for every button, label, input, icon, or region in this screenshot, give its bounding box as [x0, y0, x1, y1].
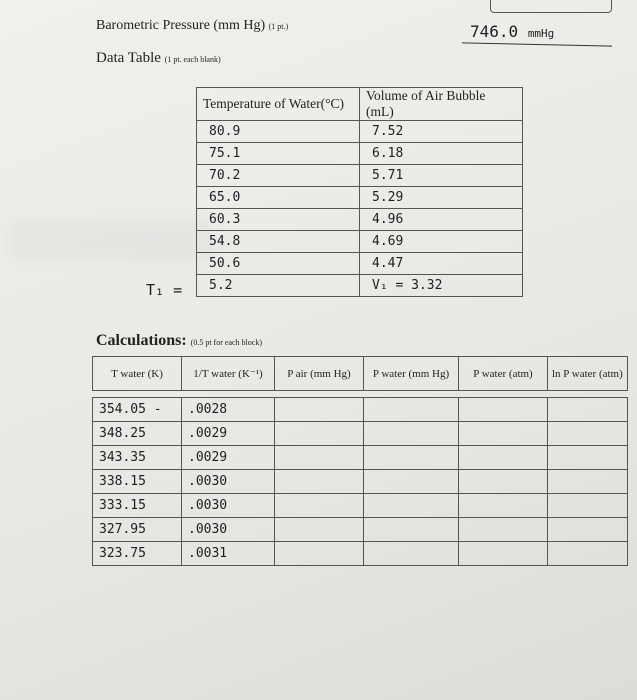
p-water-atm-cell: [459, 470, 548, 494]
pressure-points-note: (1 pt.): [268, 22, 289, 31]
pressure-value-number: 746.0: [470, 22, 519, 41]
t-water-cell: 348.25: [93, 422, 182, 446]
p-water-mmhg-cell: [364, 446, 459, 470]
calc-table-row: [93, 542, 628, 566]
p-water-atm-cell: [459, 422, 548, 446]
p-water-atm-cell: [459, 446, 548, 470]
ln-p-water-cell: [548, 446, 628, 470]
data-table-header-row: [197, 88, 523, 121]
t-water-cell: 327.95: [93, 518, 182, 542]
pressure-underline: [462, 42, 612, 46]
inverse-t-cell: .0030: [182, 470, 275, 494]
calc-table-row: [93, 518, 628, 542]
volume-header: Volume of Air Bubble (mL): [360, 88, 523, 121]
temperature-cell: 54.8: [197, 231, 360, 253]
t-water-cell: 343.35: [93, 446, 182, 470]
temperature-cell: 75.1: [197, 143, 360, 165]
calc-table-row: [93, 398, 628, 422]
data-table-row: [197, 165, 523, 187]
p-air-cell: [275, 398, 364, 422]
temperature-cell: 60.3: [197, 209, 360, 231]
calc-table-row: [93, 422, 628, 446]
calculations-heading: [96, 332, 262, 350]
temperature-cell: 70.2: [197, 165, 360, 187]
p-water-atm-cell: [459, 518, 548, 542]
calc-table-row: [93, 446, 628, 470]
ln-p-water-cell: [548, 494, 628, 518]
calculations-table: [92, 356, 628, 566]
inverse-t-cell: .0030: [182, 518, 275, 542]
p-air-cell: [275, 494, 364, 518]
p-water-atm-cell: [459, 494, 548, 518]
volume-cell: 5.29: [360, 187, 523, 209]
data-table-row: [197, 253, 523, 275]
volume-cell: 7.52: [360, 121, 523, 143]
data-table-label-text: Data Table: [96, 50, 161, 66]
temperature-cell: 5.2: [197, 275, 360, 297]
calc-header-row: [93, 357, 628, 391]
t-water-cell: 338.15: [93, 470, 182, 494]
data-table-row: [197, 187, 523, 209]
p-water-atm-header: P water (atm): [459, 357, 548, 391]
p-air-header: P air (mm Hg): [275, 357, 364, 391]
p-water-mmhg-cell: [364, 422, 459, 446]
temperature-header: Temperature of Water(°C): [197, 88, 360, 121]
ln-p-water-cell: [548, 470, 628, 494]
data-table-row: [197, 231, 523, 253]
inverse-t-cell: .0031: [182, 542, 275, 566]
temperature-cell: 80.9: [197, 121, 360, 143]
p-air-cell: [275, 470, 364, 494]
volume-cell: 4.69: [360, 231, 523, 253]
pressure-value-unit: mmHg: [527, 27, 555, 40]
inverse-t-cell: .0029: [182, 422, 275, 446]
calc-table-row: [93, 494, 628, 518]
p-water-mmhg-cell: [364, 518, 459, 542]
t-water-cell: 333.15: [93, 494, 182, 518]
volume-cell: 4.96: [360, 209, 523, 231]
data-table-row: [197, 143, 523, 165]
ln-p-water-cell: [548, 518, 628, 542]
volume-cell: 5.71: [360, 165, 523, 187]
p-water-mmhg-header: P water (mm Hg): [364, 357, 459, 391]
calc-table-row: [93, 470, 628, 494]
inverse-t-cell: .0029: [182, 446, 275, 470]
background-smudge: [10, 220, 210, 260]
top-box-edge: [490, 0, 612, 13]
temperature-cell: 50.6: [197, 253, 360, 275]
pressure-label-text: Barometric Pressure (mm Hg): [96, 18, 266, 33]
data-table-row: [197, 121, 523, 143]
inverse-t-cell: .0030: [182, 494, 275, 518]
p-air-cell: [275, 422, 364, 446]
ln-p-water-cell: [548, 422, 628, 446]
p-air-cell: [275, 446, 364, 470]
t1-label: T₁ =: [146, 281, 183, 299]
ln-p-water-cell: [548, 542, 628, 566]
temperature-cell: 65.0: [197, 187, 360, 209]
pressure-value: [470, 22, 554, 41]
inverse-t-cell: .0028: [182, 398, 275, 422]
calculations-points-note: (0.5 pt for each block): [190, 338, 262, 347]
ln-p-water-header: ln P water (atm): [548, 357, 628, 391]
data-table-points-note: (1 pt. each blank): [164, 55, 221, 64]
p-air-cell: [275, 542, 364, 566]
p-water-atm-cell: [459, 542, 548, 566]
p-water-mmhg-cell: [364, 494, 459, 518]
p-water-mmhg-cell: [364, 470, 459, 494]
data-table: [196, 87, 523, 297]
p-water-mmhg-cell: [364, 398, 459, 422]
volume-cell: V₁ = 3.32: [360, 275, 523, 297]
t-water-cell: 354.05 -: [93, 398, 182, 422]
volume-cell: 4.47: [360, 253, 523, 275]
inverse-t-header: 1/T water (K⁻¹): [182, 357, 275, 391]
t-water-header: T water (K): [93, 357, 182, 391]
data-table-heading: [96, 50, 221, 67]
calculations-label-text: Calculations:: [96, 332, 187, 349]
data-table-row: [197, 209, 523, 231]
pressure-label: [96, 18, 288, 34]
calc-gap-row: [93, 391, 628, 398]
p-water-atm-cell: [459, 398, 548, 422]
volume-cell: 6.18: [360, 143, 523, 165]
t-water-cell: 323.75: [93, 542, 182, 566]
ln-p-water-cell: [548, 398, 628, 422]
data-table-row: [197, 275, 523, 297]
p-water-mmhg-cell: [364, 542, 459, 566]
p-air-cell: [275, 518, 364, 542]
